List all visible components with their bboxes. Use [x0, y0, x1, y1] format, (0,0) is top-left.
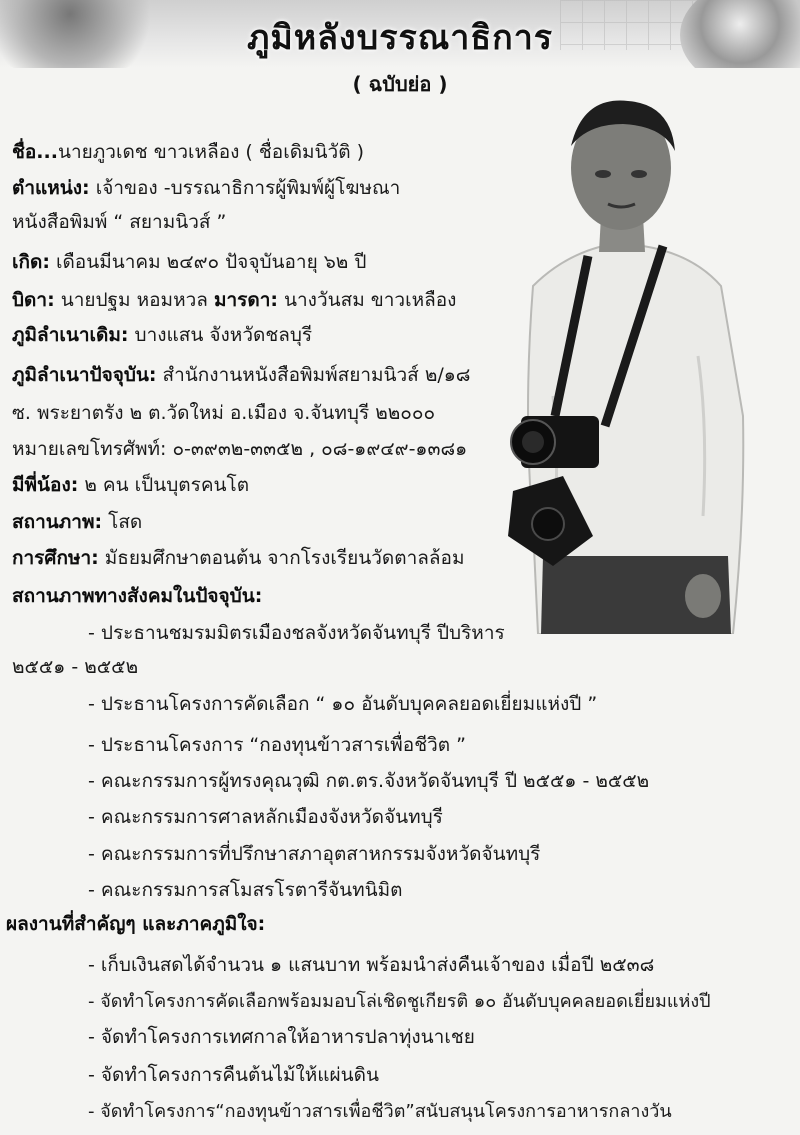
phone-label: หมายเลขโทรศัพท์: [12, 438, 167, 460]
status-label: สถานภาพ: [12, 511, 103, 533]
position-line [12, 176, 400, 200]
social-item-4: - คณะกรรมการผู้ทรงคุณวุฒิ กต.ตร.จังหวัดจันทบุรี ปี ๒๕๕๑ - ๒๕๕๒ [88, 770, 650, 792]
status-value: โสด [102, 511, 143, 533]
born-label: เกิด: [12, 251, 50, 273]
social-item-5: - คณะกรรมการศาลหลักเมืองจังหวัดจันทบุรี [88, 806, 443, 828]
position-line-2: หนังสือพิมพ์ “ สยามนิวส์ ” [12, 211, 227, 233]
birthplace-label: ภูมิลำเนาเดิม: [12, 324, 129, 346]
social-item-6: - คณะกรรมการที่ปรึกษาสภาอุตสาหกรรมจังหวัดจันทบุรี [88, 843, 541, 865]
page-title: ภูมิหลังบรรณาธิการ [246, 18, 554, 58]
siblings-label: มีพี่น้อง: [12, 474, 79, 496]
page-subtitle: ( ฉบับย่อ ) [352, 72, 448, 96]
father-value: นายปฐม หอมหวล [54, 289, 214, 311]
born-value: เดือนมีนาคม ๒๔๙๐ ปัจจุบันอายุ ๖๒ ปี [49, 251, 367, 273]
social-item-3: - ประธานโครงการ “กองทุนข้าวสารเพื่อชีวิต ” [88, 734, 466, 756]
social-item-7: - คณะกรรมการสโมสรโรตารีจันทนิมิต [88, 879, 403, 901]
achievements-heading: ผลงานที่สำคัญๆ และภาคภูมิใจ: [6, 913, 266, 935]
name-value: นายภูวเดช ขาวเหลือง ( ชื่อเดิมนิวัติ ) [57, 141, 365, 163]
education-line [12, 546, 464, 570]
residence-line [12, 363, 470, 387]
social-heading: สถานภาพทางสังคมในปัจจุบัน: [12, 585, 263, 607]
education-label: การศึกษา: [12, 547, 99, 569]
education-value: มัธยมศึกษาตอนต้น จากโรงเรียนวัดตาลล้อม [98, 547, 465, 569]
mother-label: มารดา: [213, 289, 278, 311]
name-line [12, 140, 364, 164]
residence-line-2: ซ. พระยาตรัง ๒ ต.วัดใหม่ อ.เมือง จ.จันทบุรี ๒๒๐๐๐ [12, 402, 436, 424]
father-label: บิดา: [12, 289, 55, 311]
phone-line [12, 437, 467, 461]
achievement-item-3: - จัดทำโครงการเทศกาลให้อาหารปลาทุ่งนาเชย [88, 1026, 475, 1048]
mother-value: นางวันสม ขาวเหลือง [277, 289, 457, 311]
status-line [12, 510, 142, 534]
position-label: ตำแหน่ง: [12, 177, 90, 199]
editor-photo [493, 96, 748, 634]
born-line [12, 250, 366, 274]
siblings-line [12, 473, 249, 497]
phone-value: ๐-๓๙๓๒-๓๓๕๒ , ๐๘-๑๙๔๙-๑๓๘๑ [166, 438, 468, 460]
achievement-item-1: - เก็บเงินสดได้จำนวน ๑ แสนบาท พร้อมนำส่งคืนเจ้าของ เมื่อปี ๒๕๓๘ [88, 954, 655, 976]
siblings-value: ๒ คน เป็นบุตรคนโต [78, 474, 250, 496]
parents-line [12, 288, 456, 312]
social-item-1-cont: ๒๕๕๑ - ๒๕๕๒ [12, 656, 139, 678]
achievement-item-5: - จัดทำโครงการ“กองทุนข้าวสารเพื่อชีวิต”สนับสนุนโครงการอาหารกลางวัน [88, 1101, 672, 1122]
social-item-1: - ประธานชมรมมิตรเมืองชลจังหวัดจันทบุรี ปีบริหาร [88, 622, 505, 644]
header-banner [0, 0, 800, 68]
residence-value: สำนักงานหนังสือพิมพ์สยามนิวส์ ๒/๑๘ [156, 364, 471, 386]
social-item-2: - ประธานโครงการคัดเลือก “ ๑๐ อันดับบุคคลยอดเยี่ยมแห่งปี ” [88, 693, 598, 715]
birthplace-line [12, 323, 312, 347]
achievement-item-2: - จัดทำโครงการคัดเลือกพร้อมมอบโล่เชิดชูเกียรติ ๑๐ อันดับบุคคลยอดเยี่ยมแห่งปี [88, 991, 711, 1012]
name-label: ชื่อ... [12, 141, 58, 163]
achievement-item-4: - จัดทำโครงการคืนต้นไม้ให้แผ่นดิน [88, 1064, 379, 1086]
position-value: เจ้าของ -บรรณาธิการผู้พิมพ์ผู้โฆษณา [89, 177, 401, 199]
residence-label: ภูมิลำเนาปัจจุบัน: [12, 364, 157, 386]
birthplace-value: บางแสน จังหวัดชลบุรี [128, 324, 313, 346]
